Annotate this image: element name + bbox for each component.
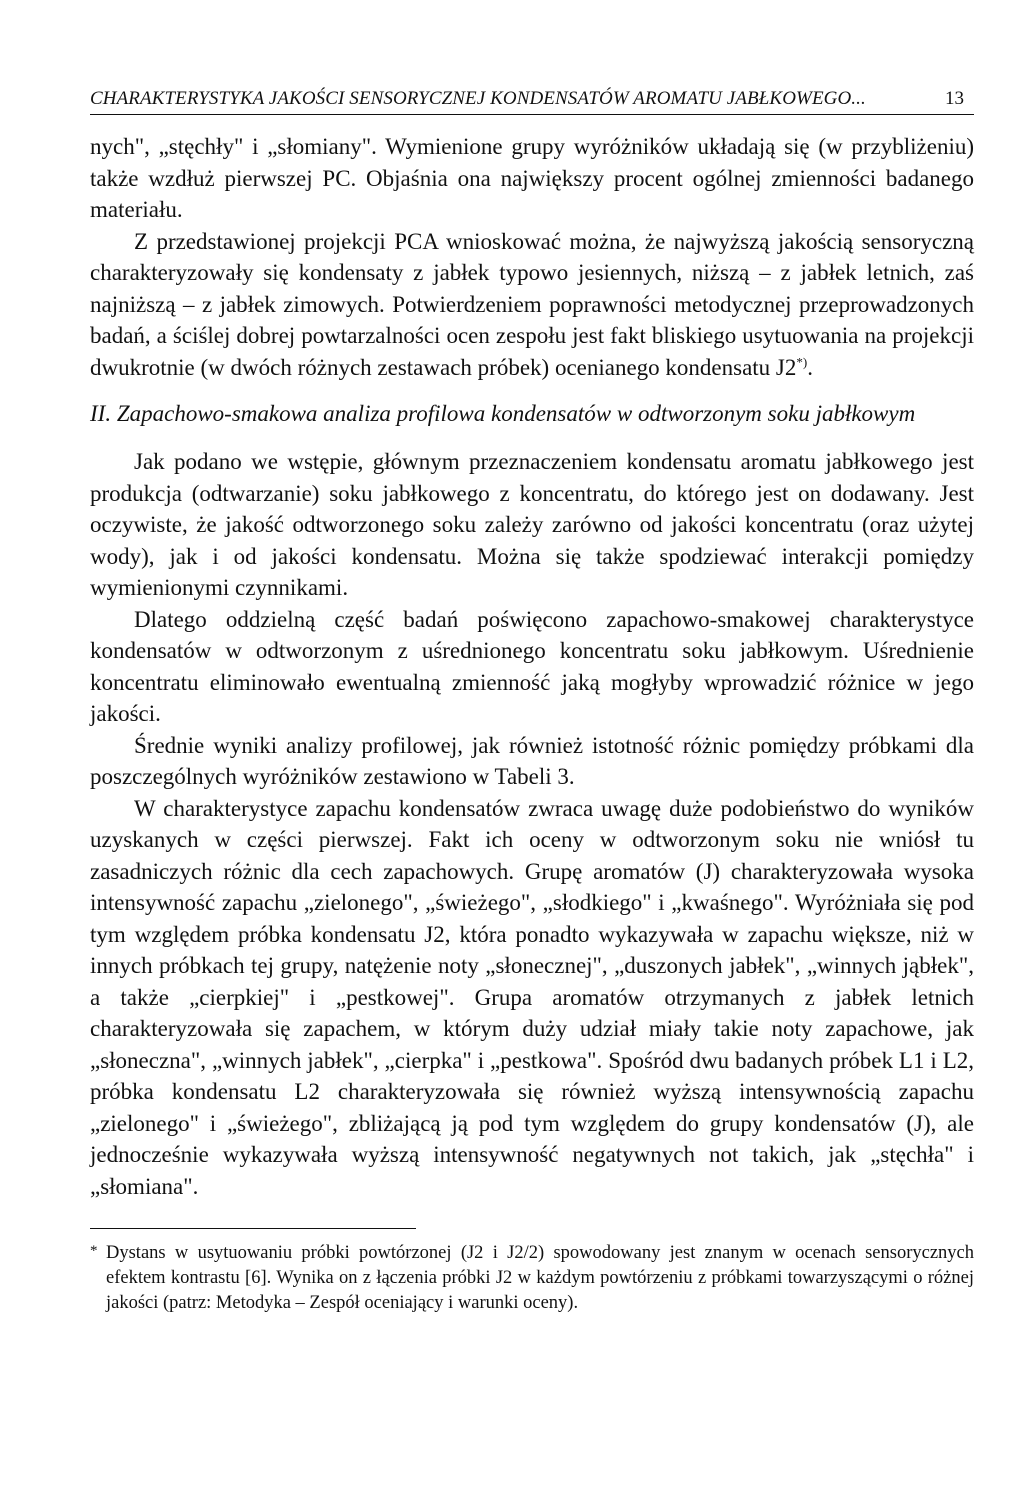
paragraph-aroma-characteristics: W charakterystyce zapachu kondensatów zwraca uwagę duże podobieństwo do wyników uzyskanych w części pierwszej. Fakt ich oceny w odtworzonym soku nie wniósł tu zasadniczych różnic dla cech zapachowych. Grupę aromatów (J) charakteryzowała wysoka intensywność zapachu „zielonego", „świeżego", „słodkiego" i „kwaśnego". Wyróżniała się pod tym względem próbka kondensatu J2, która ponadto wykazywała w zapachu większe, niż w innych próbkach tej grupy, natężenie noty „słonecznej", „duszonych jabłek", „winnych jąbłek", a także „cierpkiej" i „pestkowej". Grupa aromatów otrzymanych z jabłek letnich charakteryzowała się zapachem, w którym duży udział miały takie noty zapachowe, jak „słoneczna", „winnych jabłek", „cierpka" i „pestkowa". Spośród dwu badanych próbek L1 i L2, próbka kondensatu L2 charakteryzowała się również wyższą intensywnością zapachu „zielonego" i „świeżego", zbliżającą ją pod tym względem do grupy kondensatów (J), ale jednocześnie wykazywała wyższą intensywność negatywnych not takich, jak „stęchła" i „słomiana". <box>90 795 974 1199</box>
paragraph-pca-text: Z przedstawionej projekcji PCA wnioskować można, że najwyższą jakością sensoryczną charakteryzowały się kondensaty z jabłek typowo jesiennych, niższą – z jabłek letnich, zaś najniższą – z jabłek zimowych. Potwierdzeniem poprawności metodycznej przeprowadzonych badań, a ściślej dobrej powtarzalności ocen zespołu jest fakt bliskiego usytuowania na projekcji dwukrotnie (w dwóch różnych zestawach próbek) ocenianego kondensatu J2 <box>90 228 974 380</box>
body-text <box>90 131 974 1202</box>
paragraph-pca-projection <box>90 226 974 384</box>
paragraph-pca-end: . <box>807 354 813 380</box>
document-page <box>90 88 974 1316</box>
paragraph-table-reference: Średnie wyniki analizy profilowej, jak również istotność różnic pomiędzy próbkami dla poszczególnych wyróżników zestawiono w Tabeli 3. <box>90 732 974 789</box>
footnote <box>90 1241 974 1316</box>
footnote-divider <box>90 1228 416 1229</box>
footnote-reference: *) <box>796 353 808 369</box>
footnote-marker: * <box>90 1243 98 1259</box>
running-header <box>90 88 974 115</box>
page-number: 13 <box>945 88 964 109</box>
running-title: CHARAKTERYSTYKA JAKOŚCI SENSORYCZNEJ KONDENSATÓW AROMATU JABŁKOWEGO... <box>90 88 866 109</box>
section-heading: II. Zapachowo-smakowa analiza profilowa kondensatów w odtworzonym soku jabłkowym <box>90 401 916 426</box>
paragraph-separate-study: Dlatego oddzielną część badań poświęcono zapachowo-smakowej charakterystyce kondensatów w odtworzonym z uśrednionego koncentratu soku jabłkowym. Uśrednienie koncentratu eliminowało ewentualną zmienność jaką mogłyby wprowadzić różnice w jego jakości. <box>90 606 974 726</box>
paragraph-introduction: Jak podano we wstępie, głównym przeznaczeniem kondensatu aromatu jabłkowego jest produkcja (odtwarzanie) soku jabłkowego z koncentratu, do którego jest on dodawany. Jest oczywiste, że jakość odtworzonego soku zależy zarówno od jakości koncentratu (oraz użytej wody), jak i od jakości kondensatu. Można się także spodziewać interakcji pomiędzy wymienionymi czynnikami. <box>90 449 974 600</box>
footnote-text: Dystans w usytuowaniu próbki powtórzonej (J2 i J2/2) spowodowany jest znanym w ocenach sensorycznych efektem kontrastu [6]. Wynika on z łączenia próbki J2 w każdym powtórzeniu z próbkami towarzyszącymi o różnej jakości (patrz: Metodyka – Zespół oceniający i warunki oceny). <box>106 1243 974 1313</box>
paragraph-continuation: nych", „stęchły" i „słomiany". Wymienione grupy wyróżników układają się (w przybliżeniu) także wzdłuż pierwszej PC. Objaśnia ona największy procent ogólnej zmienności badanego materiału. <box>90 134 974 222</box>
